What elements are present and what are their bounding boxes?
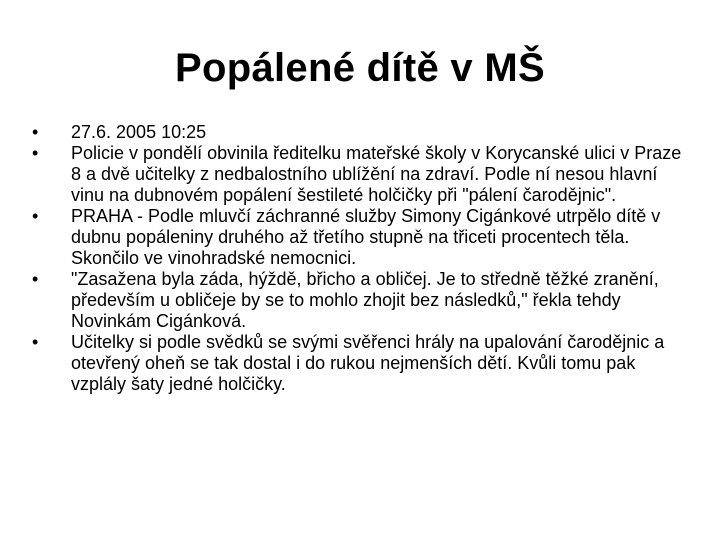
bullet-text: PRAHA - Podle mluvčí záchranné služby Simony Cigánkové utrpělo dítě v dubnu popáleniny druhého až třetího stupně na třiceti procentech těla. Skončilo ve vinohradské nemocnici. xyxy=(71,206,661,268)
bullet-text: "Zasažena byla záda, hýždě, břicho a obličej. Je to středně těžké zranění, především u obličeje by se to mohlo zhojit bez následků," řekla tehdy Novinkám Cigánková. xyxy=(71,269,659,331)
bullet-icon: • xyxy=(32,122,39,142)
bullet-icon: • xyxy=(32,206,39,226)
bullet-item xyxy=(28,332,688,395)
bullet-item xyxy=(28,143,688,206)
slide-title: Popálené dítě v MŠ xyxy=(175,46,545,90)
bullet-item xyxy=(28,122,688,143)
bullet-icon: • xyxy=(32,143,39,163)
bullet-text: Učitelky si podle svědků se svými svěřenci hrály na upalování čarodějnic a otevřený oheň se tak dostal i do rukou nejmenších dětí. Kvůli tomu pak vzplály šaty jedné holčičky. xyxy=(71,332,665,394)
bullet-text: Policie v pondělí obvinila ředitelku mateřské školy v Korycanské ulici v Praze 8 a dvě učitelky z nedbalostního ublížění na zdraví. Podle ní nesou hlavní vinu na dubnovém popálení šestileté holčičky při "pálení čarodějnic". xyxy=(71,143,682,205)
bullet-icon: • xyxy=(32,332,39,352)
bullet-list xyxy=(28,122,688,395)
bullet-text: 27.6. 2005 10:25 xyxy=(71,122,207,142)
bullet-icon: • xyxy=(32,269,39,289)
bullet-item xyxy=(28,269,688,332)
bullet-item xyxy=(28,206,688,269)
